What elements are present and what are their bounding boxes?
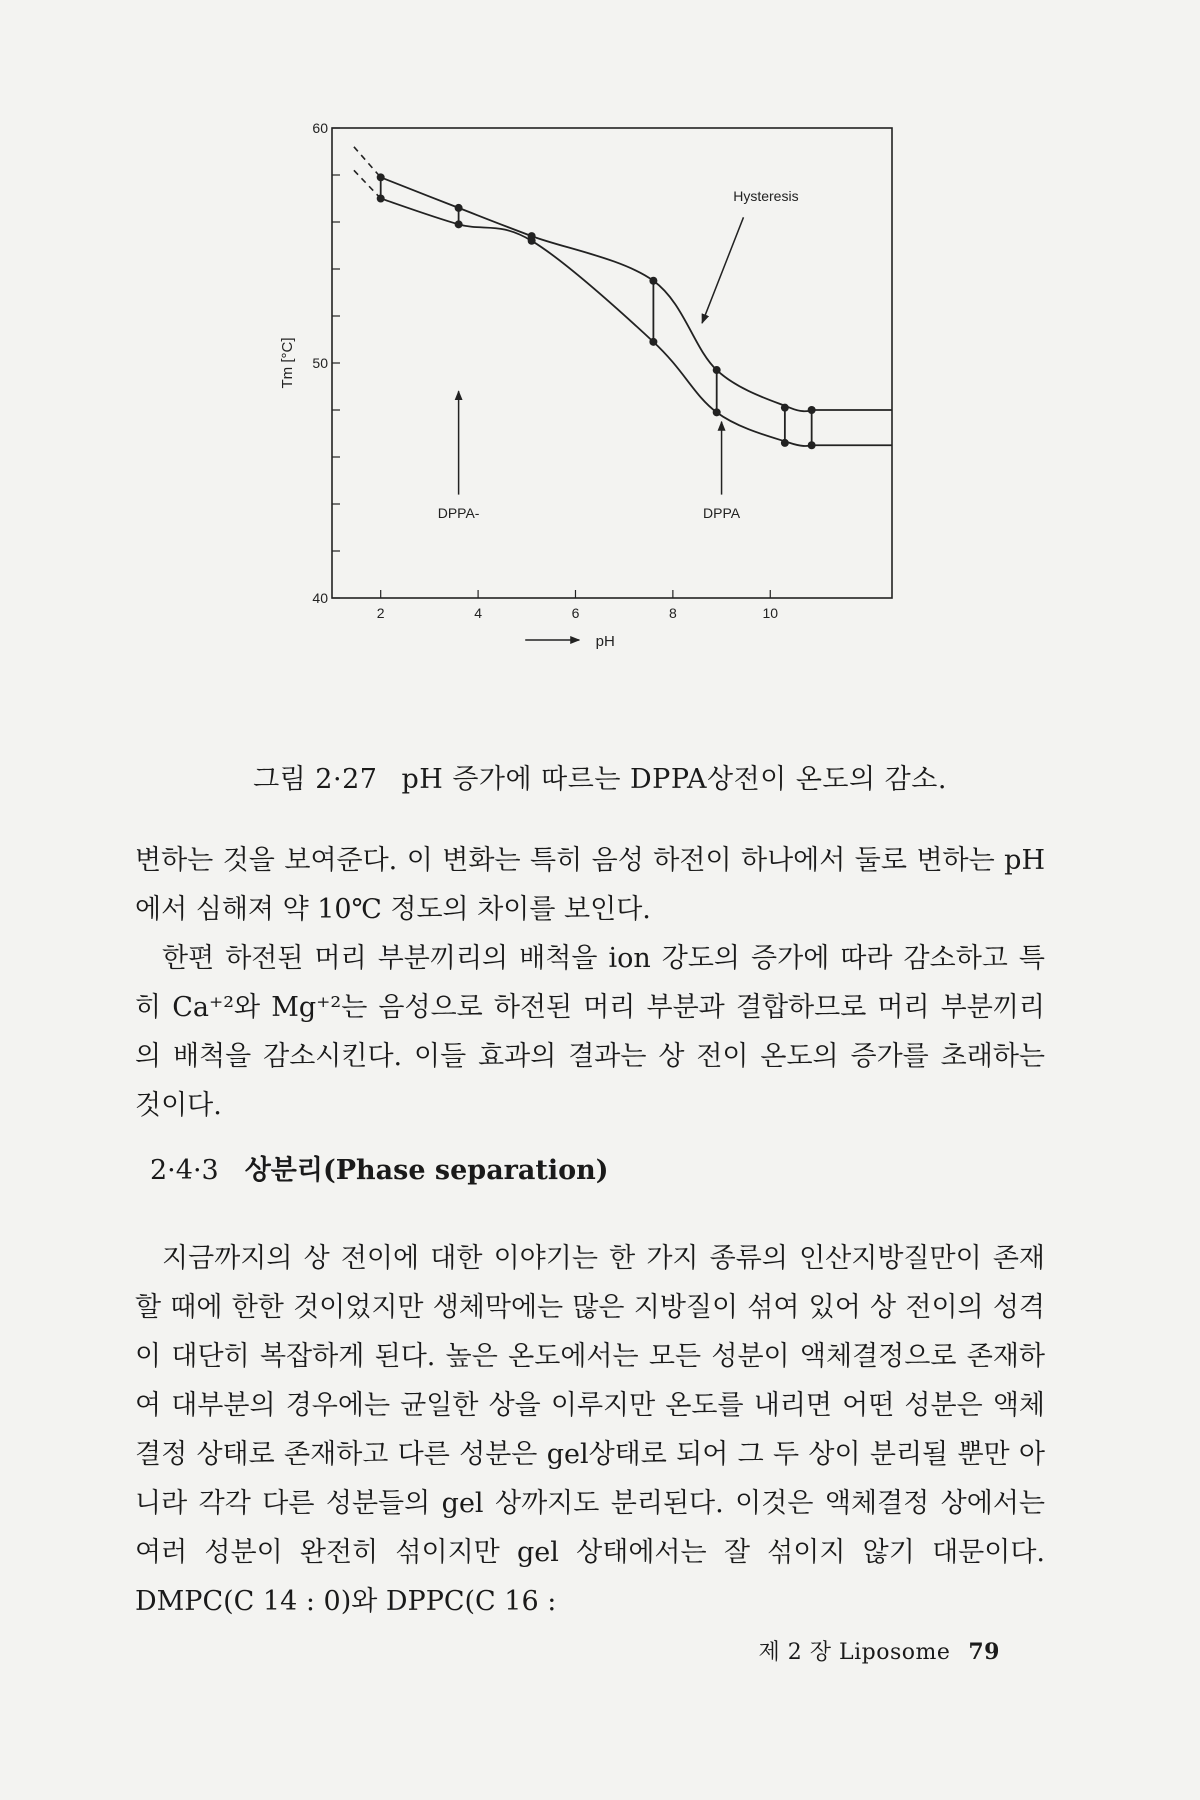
lead-in-upper	[354, 147, 381, 178]
annotation-dppa-minus: DPPA-	[437, 505, 480, 522]
data-point-upper	[808, 406, 816, 414]
y-axis-label: Tm [°C]	[279, 337, 296, 389]
x-tick-label: 6	[571, 605, 580, 621]
section-number: 2·4·3	[150, 1155, 219, 1186]
section-heading	[150, 1148, 609, 1187]
x-tick-label: 2	[376, 605, 385, 621]
y-tick-label: 40	[312, 590, 328, 606]
page-number: 79	[968, 1639, 1000, 1665]
data-point-lower	[377, 195, 385, 203]
figure-caption	[0, 757, 1200, 796]
chapter-label: 제 2 장 Liposome	[758, 1640, 951, 1665]
chart-svg	[270, 115, 930, 755]
data-point-lower	[455, 220, 463, 228]
lead-in-lower	[354, 170, 381, 198]
caption-number: 그림 2·27	[253, 764, 378, 795]
y-tick-label: 50	[312, 355, 328, 371]
paragraph-3: 지금까지의 상 전이에 대한 이야기는 한 가지 종류의 인산지방질만이 존재할 때에 한한 것이었지만 생체막에는 많은 지방질이 섞여 있어 상 전이의 성격이 대단히 복잡하게 된다. 높은 온도에서는 모든 성분이 액체결정으로 존재하여 대부분의 경우에는 균일한 상을 이루지만 온도를 내리면 어떤 성분은 액체결정 상태로 존재하고 다른 성분은 gel상태로 되어 그 두 상이 분리될 뿐만 아니라 각각 다른 성분들의 gel 상까지도 분리된다. 이것은 액체결정 상에서는 여러 성분이 완전히 섞이지만 gel 상태에서는 잘 섞이지 않기 대문이다. DMPC(C 14 : 0)와 DPPC(C 16 :	[135, 1243, 1045, 1617]
data-point-upper	[649, 277, 657, 285]
data-point-lower	[528, 237, 536, 245]
plot-frame	[332, 128, 892, 598]
x-tick-label: 4	[474, 605, 482, 621]
hysteresis-arrow	[702, 217, 743, 323]
paragraph-2: 한편 하전된 머리 부분끼리의 배척을 ion 강도의 증가에 따라 감소하고 특히 Ca⁺²와 Mg⁺²는 음성으로 하전된 머리 부분과 결합하므로 머리 부분끼리의 배척을 감소시킨다. 이들 효과의 결과는 상 전이 온도의 증가를 초래하는 것이다.	[135, 943, 1045, 1121]
x-axis-label: pH	[595, 633, 615, 650]
section-title: 상분리(Phase separation)	[244, 1155, 609, 1186]
data-point-upper	[377, 173, 385, 181]
series-line-lower	[381, 199, 814, 447]
data-point-lower	[808, 441, 816, 449]
paragraph-1: 변하는 것을 보여준다. 이 변화는 특히 음성 하전이 하나에서 둘로 변하는 pH에서 심해져 약 10℃ 정도의 차이를 보인다.	[135, 845, 1045, 925]
data-point-lower	[781, 439, 789, 447]
page-footer	[759, 1635, 1001, 1666]
x-tick-label: 8	[668, 605, 677, 621]
data-point-lower	[649, 338, 657, 346]
annotation-hysteresis: Hysteresis	[733, 187, 799, 204]
caption-text: pH 증가에 따르는 DPPA상전이 온도의 감소.	[401, 764, 947, 795]
y-tick-label: 60	[312, 120, 328, 136]
data-point-upper	[713, 366, 721, 374]
x-tick-label: 10	[762, 605, 779, 621]
figure-chart	[270, 115, 930, 755]
annotation-dppa: DPPA	[703, 505, 741, 522]
data-point-upper	[455, 204, 463, 212]
data-point-upper	[781, 404, 789, 412]
series-line-upper	[381, 177, 814, 411]
data-point-lower	[713, 408, 721, 416]
